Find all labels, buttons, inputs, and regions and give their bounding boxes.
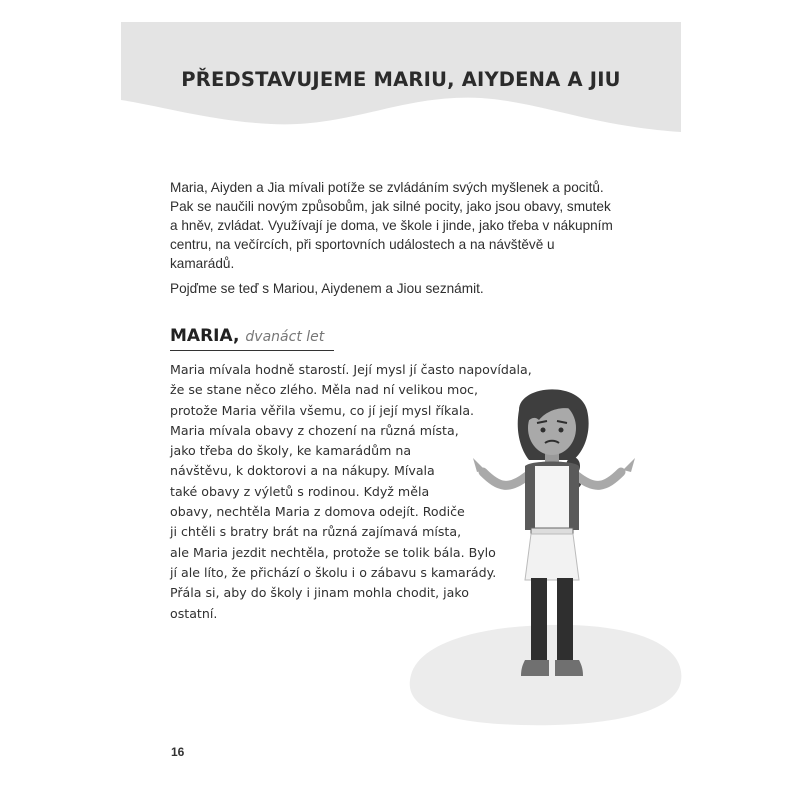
story-line: jí ale líto, že přichází o školu i o zábavu s kamarády.	[170, 564, 497, 580]
page-title: PŘEDSTAVUJEME MARIU, AIYDENA A JIU	[181, 68, 621, 91]
intro-paragraph: Maria, Aiyden a Jia mívali potíže se zvládáním svých myšlenek a pocitů. Pak se naučili novým způsobům, jak silné pocity, jako jsou obavy, smutek a hněv, zvládat. Využívají je doma, ve škole i jinde, jako třeba v nákupním centru, na večírcích, při sportovních událostech a na návštěvě u kamarádů.	[170, 180, 613, 271]
story-line: ale Maria jezdit nechtěla, protože se tolik bála. Bylo	[170, 544, 496, 560]
story-line: jako třeba do školy, ke kamarádům na	[170, 443, 412, 459]
story-line: také obavy z výletů s rodinou. Když měla	[170, 483, 430, 499]
book-page	[121, 0, 681, 800]
story-line: Přála si, aby do školy i jinam mohla chodit, jako	[170, 585, 469, 601]
maria-illustration	[469, 380, 639, 695]
story-line: Maria mívala obavy z chození na různá místa,	[170, 422, 459, 438]
story-line: ji chtěli s bratry brát na různá zajímavá místa,	[170, 524, 462, 540]
intro-paragraph-2: Pojďme se teď s Mariou, Aiydenem a Jiou seznámit.	[170, 281, 484, 296]
section-heading-maria	[170, 326, 334, 351]
story-line: návštěvu, k doktorovi a na nákupy. Mívala	[170, 463, 435, 479]
section-age: dvanáct let	[245, 329, 325, 345]
story-line: že se stane něco zlého. Měla nad ní velikou moc,	[170, 382, 478, 398]
story-line: protože Maria věřila všemu, co jí její mysl říkala.	[170, 402, 475, 418]
section-name: MARIA,	[170, 326, 240, 346]
story-line: obavy, nechtěla Maria z domova odejít. Rodiče	[170, 504, 465, 520]
story-line: ostatní.	[170, 605, 218, 621]
page-number: 16	[171, 745, 185, 759]
story-line: Maria mívala hodně starostí. Její mysl jí často napovídala,	[170, 362, 532, 377]
